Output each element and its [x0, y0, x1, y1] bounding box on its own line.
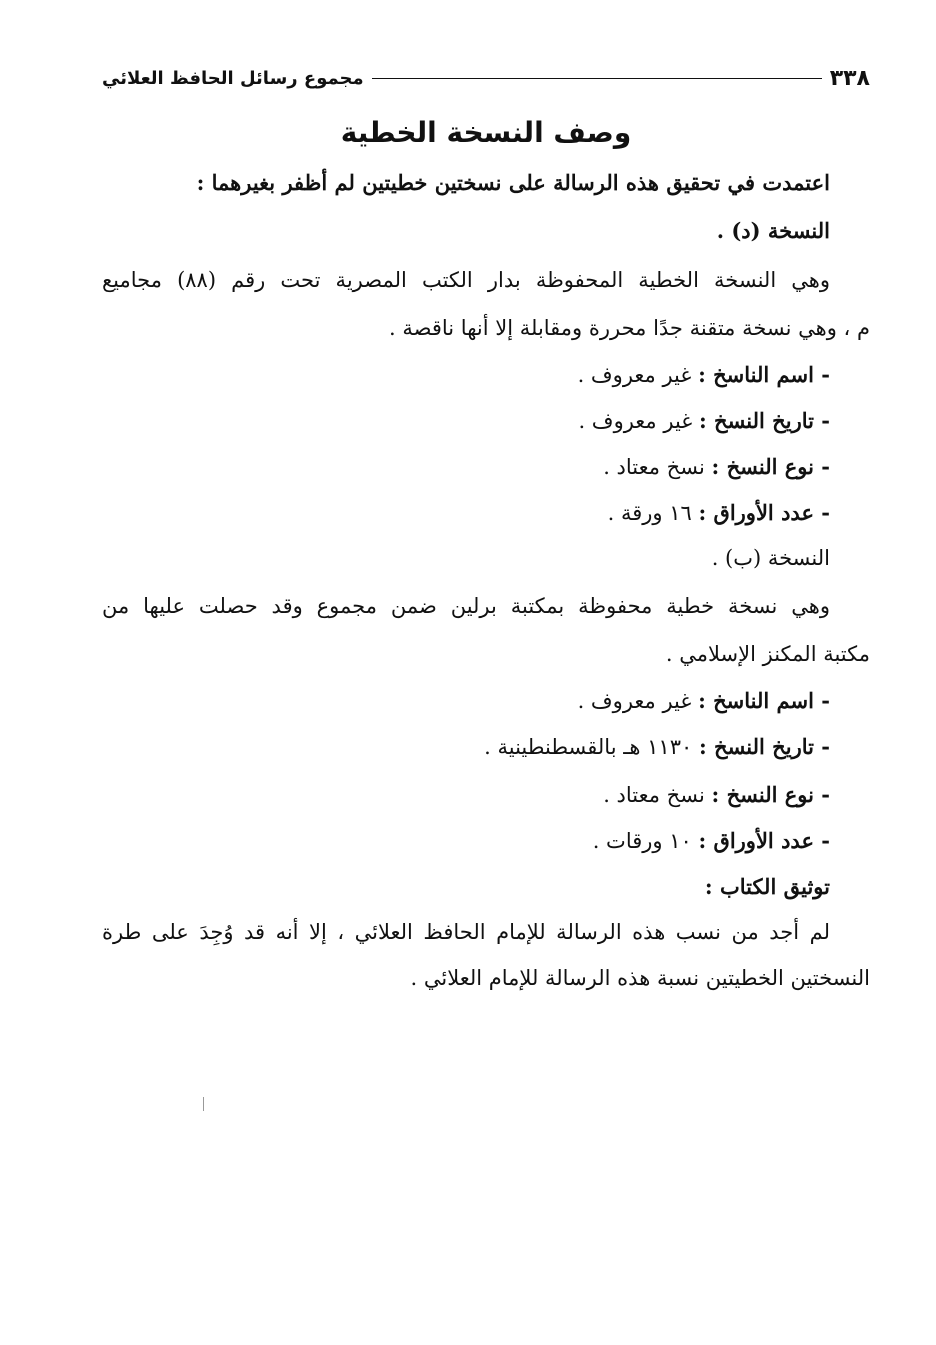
field-label: - عدد الأوراق :	[698, 500, 830, 525]
page-header	[102, 60, 870, 96]
scan-mark	[203, 1097, 204, 1111]
copy-d-leaf-count	[102, 500, 830, 525]
field-label: - نوع النسخ :	[711, 782, 830, 807]
field-value: غير معروف .	[578, 409, 693, 433]
copy-d-description-line-1: وهي النسخة الخطية المحفوظة بدار الكتب المصرية تحت رقم (٨٨) مجاميع	[102, 268, 830, 292]
field-value: ١١٣٠ هـ بالقسطنطينية .	[484, 735, 693, 759]
field-value: نسخ معتاد .	[603, 783, 705, 807]
field-value: غير معروف .	[577, 363, 692, 387]
copy-d-copy-date	[102, 408, 830, 433]
copy-d-title: النسخة (د) .	[716, 218, 830, 243]
field-label: - نوع النسخ :	[711, 454, 830, 479]
field-label: - تاريخ النسخ :	[698, 734, 830, 759]
header-rule	[372, 78, 822, 79]
copy-b-title: النسخة (ب) .	[711, 546, 830, 570]
copy-b-copyist	[102, 688, 830, 713]
attestation-line-1: لم أجد من نسب هذه الرسالة للإمام الحافظ العلائي ، إلا أنه قد وُجِدَ على طرة	[102, 920, 830, 944]
copy-b-leaf-count	[102, 828, 830, 853]
copy-b-copy-date	[102, 734, 830, 759]
field-label: - عدد الأوراق :	[698, 828, 830, 853]
intro-text: اعتمدت في تحقيق هذه الرسالة على نسختين خطيتين لم أظفر بغيرهما :	[196, 170, 830, 195]
page-number: ٣٣٨	[829, 65, 870, 91]
section-heading: وصف النسخة الخطية	[340, 116, 632, 149]
copy-d-description-line-2: م ، وهي نسخة متقنة جدًا محررة ومقابلة إلا أنها ناقصة .	[389, 316, 870, 340]
field-value: ١٦ ورقة .	[607, 501, 692, 525]
copy-b-description-line-1: وهي نسخة خطية محفوظة بمكتبة برلين ضمن مجموع وقد حصلت عليها من	[102, 594, 830, 618]
field-label: - اسم الناسخ :	[698, 688, 830, 713]
copy-d-copyist	[102, 362, 830, 387]
field-value: ١٠ ورقات .	[592, 829, 692, 853]
attestation-line-2: النسختين الخطيتين نسبة هذه الرسالة للإمام العلائي .	[410, 966, 870, 990]
copy-b-description-line-2: مكتبة المكنز الإسلامي .	[665, 642, 870, 666]
running-title: مجموع رسائل الحافظ العلائي	[102, 67, 364, 89]
copy-d-script-type	[102, 454, 830, 479]
copy-b-script-type	[102, 782, 830, 807]
field-value: نسخ معتاد .	[603, 455, 705, 479]
field-value: غير معروف .	[577, 689, 692, 713]
field-label: - تاريخ النسخ :	[698, 408, 830, 433]
field-label: - اسم الناسخ :	[698, 362, 830, 387]
attestation-title: توثيق الكتاب :	[704, 874, 830, 899]
